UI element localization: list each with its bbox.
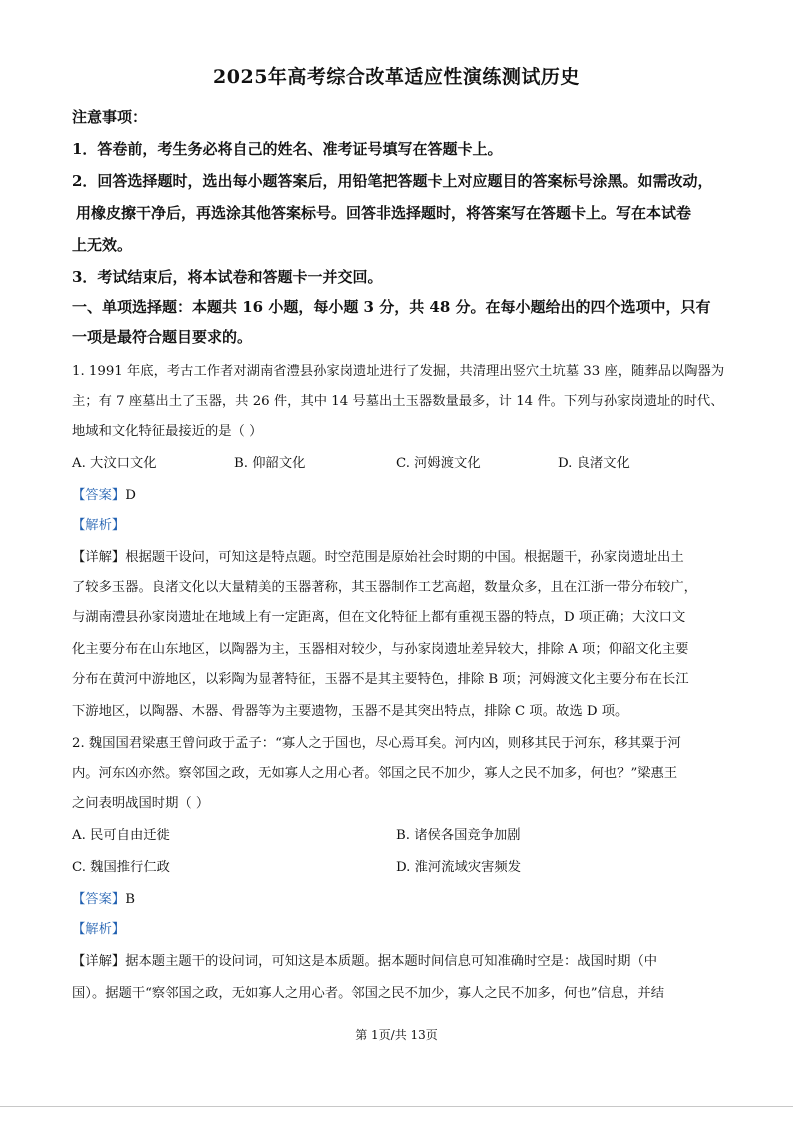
notice-heading: 注意事项： bbox=[72, 108, 148, 126]
answer-tag: 【答案】 bbox=[72, 892, 126, 907]
question-2-analysis-tag bbox=[72, 918, 125, 937]
notice-line: 上无效。 bbox=[72, 236, 133, 254]
question-2-option-a: A. 民可自由迁徙 bbox=[72, 828, 170, 843]
question-1-option-d: D. 良渚文化 bbox=[558, 456, 630, 471]
question-1-stem: 主；有 7 座墓出土了玉器，共 26 件，其中 14 号墓出土玉器数量最多，计 14 件。下列与孙家岗遗址的时代、 bbox=[72, 394, 724, 409]
detail-tag: 【详解】 bbox=[72, 954, 126, 969]
detail-text: 据本题主题干的设问词，可知这是本质题。据本题时间信息可知准确时空是：战国时期（中 bbox=[125, 954, 658, 969]
answer-value: B bbox=[125, 892, 135, 907]
question-1-detail: 与湖南澧县孙家岗遗址在地域上有一定距离，但在文化特征上都有重视玉器的特点，D 项正确；大汶口文 bbox=[72, 610, 686, 625]
question-2-answer bbox=[72, 888, 135, 907]
answer-tag: 【答案】 bbox=[72, 488, 126, 503]
question-1-detail: 了较多玉器。良渚文化以大量精美的玉器著称，其玉器制作工艺高超，数量众多，且在江浙一带分布较广， bbox=[72, 580, 697, 595]
question-1-stem: 1. 1991 年底，考古工作者对湖南省澧县孙家岗遗址进行了发掘，共清理出竖穴土坑墓 33 座，随葬品以陶器为 bbox=[72, 364, 725, 379]
notice-line: 2．回答选择题时，选出每小题答案后，用铅笔把答题卡上对应题目的答案标号涂黑。如需改动， bbox=[72, 172, 713, 190]
question-2-detail bbox=[72, 950, 657, 969]
section-heading: 一项是最符合题目要求的。 bbox=[72, 328, 253, 346]
question-1-option-a: A. 大汶口文化 bbox=[72, 456, 157, 471]
question-2-detail: 国）。据题干“察邻国之政，无如寡人之用心者。邻国之民不加少，寡人之民不加多，何也”信息，并结 bbox=[72, 986, 665, 1001]
question-1-detail: 分布在黄河中游地区，以彩陶为显著特征，玉器不是其主要特色，排除 B 项；河姆渡文化主要分布在长江 bbox=[72, 672, 689, 687]
question-1-detail bbox=[72, 546, 684, 565]
question-1-stem: 地域和文化特征最接近的是（ ） bbox=[72, 424, 263, 439]
question-1-detail: 化主要分布在山东地区，以陶器为主，玉器相对较少，与孙家岗遗址差异较大，排除 A 项；仰韶文化主要 bbox=[72, 642, 689, 657]
notice-line: 3．考试结束后，将本试卷和答题卡一并交回。 bbox=[72, 268, 383, 286]
question-2-option-b: B. 诸侯各国竞争加剧 bbox=[396, 828, 521, 843]
page-footer: 第 1页/共 13页 bbox=[355, 1028, 438, 1042]
analysis-tag: 【解析】 bbox=[72, 922, 126, 937]
section-heading: 一、单项选择题：本题共 16 小题，每小题 3 分，共 48 分。在每小题给出的四个选项中，只有 bbox=[72, 298, 711, 316]
question-1-option-b: B. 仰韶文化 bbox=[234, 456, 306, 471]
detail-tag: 【详解】 bbox=[72, 550, 126, 565]
answer-value: D bbox=[125, 488, 136, 503]
notice-line: 用橡皮擦干净后，再选涂其他答案标号。回答非选择题时，将答案写在答题卡上。写在本试卷 bbox=[76, 204, 692, 222]
question-2-option-d: D. 淮河流域灾害频发 bbox=[396, 860, 522, 875]
page-title: 2025年高考综合改革适应性演练测试历史 bbox=[213, 66, 580, 88]
detail-text: 根据题干设问，可知这是特点题。时空范围是原始社会时期的中国。根据题干，孙家岗遗址出土 bbox=[125, 550, 684, 565]
question-1-option-c: C. 河姆渡文化 bbox=[396, 456, 481, 471]
question-2-stem: 2. 魏国国君梁惠王曾问政于孟子：“寡人之于国也，尽心焉耳矣。河内凶，则移其民于河东，移其粟于河 bbox=[72, 736, 681, 751]
bottom-divider bbox=[0, 1106, 793, 1107]
notice-line: 1．答卷前，考生务必将自己的姓名、准考证号填写在答题卡上。 bbox=[72, 140, 503, 158]
question-2-stem: 内。河东凶亦然。察邻国之政，无如寡人之用心者。邻国之民不加少，寡人之民不加多，何也？”梁惠王 bbox=[72, 766, 678, 781]
question-2-option-c: C. 魏国推行仁政 bbox=[72, 860, 170, 875]
question-2-stem: 之问表明战国时期（ ） bbox=[72, 796, 210, 811]
question-1-analysis-tag bbox=[72, 514, 125, 533]
analysis-tag: 【解析】 bbox=[72, 518, 126, 533]
question-1-detail: 下游地区，以陶器、木器、骨器等为主要遗物，玉器不是其突出特点，排除 C 项。故选 D 项。 bbox=[72, 704, 629, 719]
question-1-answer bbox=[72, 484, 136, 503]
